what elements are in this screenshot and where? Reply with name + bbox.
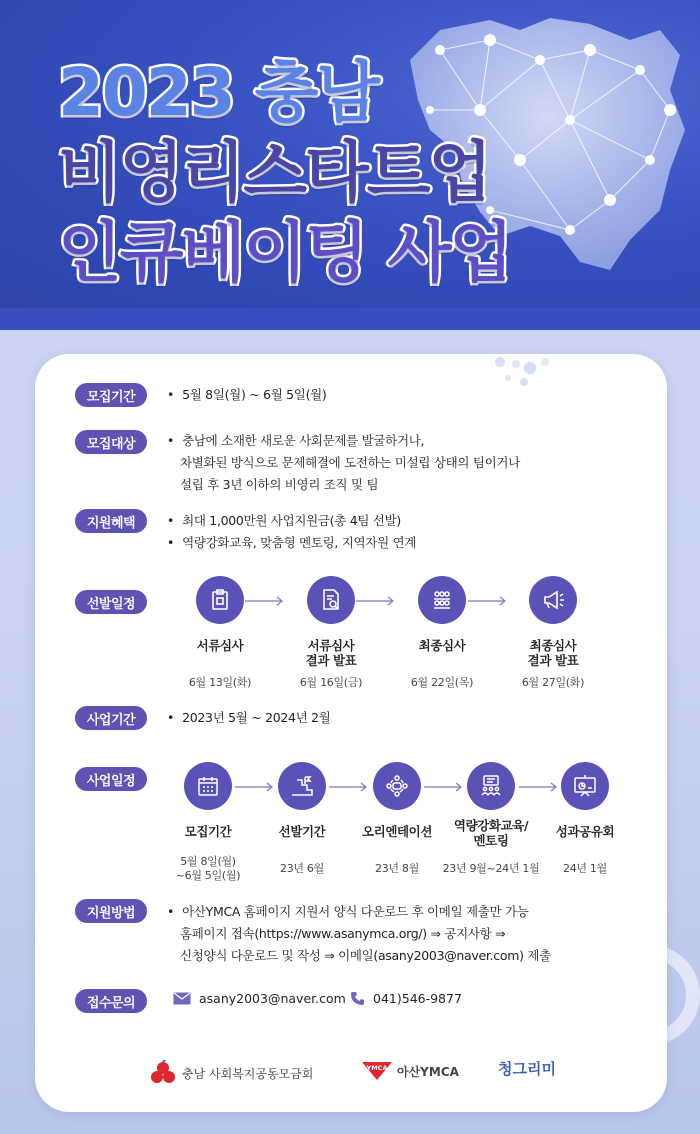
step-date: 6월 22일(목) [410,676,474,689]
target-line: • 충남에 소재한 새로운 사회문제를 발굴하거나, [167,430,520,452]
chart-board-icon [561,762,609,810]
badge-project-schedule: 사업일정 [75,767,147,791]
hero-title-year-region: 2023 충남 [58,54,379,131]
document-search-icon [307,576,355,624]
badge-contact: 접수문의 [75,989,147,1013]
decor-dots [490,354,560,394]
target-line: 설립 후 3년 이하의 비영리 조직 및 팀 [180,477,379,492]
megaphone-icon [529,576,577,624]
step-title: 최종심사 결과 발표 [527,638,579,668]
target-text [167,430,520,496]
document-folder-icon [196,576,244,624]
step-date: 23년 8월 [375,862,419,875]
contact-phone-text: 041)546-9877 [373,991,462,1006]
project-period-line: • 2023년 5월 ~ 2024년 2월 [167,707,331,729]
benefits-line: • 최대 1,000만원 사업지원금(총 4팀 선발) [167,510,416,532]
recruit-period-line: • 5월 8일(월) ~ 6월 5일(월) [167,384,327,406]
method-line: 신청양식 다운로드 및 작성 ⇒ 이메일(asany2003@naver.com) 제출 [180,948,551,963]
community-chest-logo [150,1060,313,1086]
ymca-logo-icon [362,1062,392,1080]
community-chest-name: 충남 사회복지공동모금회 [182,1066,314,1081]
step-date: 6월 13일(화) [188,676,252,689]
project-period-text [167,707,331,729]
target-line: 차별화된 방식으로 문제해결에 도전하는 미설립 상태의 팀이거나 [180,455,520,470]
asan-ymca-name: 아산YMCA [397,1064,459,1079]
badge-method: 지원방법 [75,899,147,923]
hero-title-incubating: 인큐베이팅 사업 [58,214,512,291]
step-date: 6월 16일(금) [299,676,363,689]
step-date: 23년 9월~24년 1월 [442,862,540,875]
presentation-audience-icon [467,762,515,810]
calendar-icon [184,762,232,810]
step-title: 서류심사 결과 발표 [305,638,357,668]
method-line: • 아산YMCA 홈페이지 지원서 양식 다운로드 후 이메일 제출만 가능 [167,901,551,923]
selection-step [276,576,386,690]
benefits-line: • 역량강화교육, 맞춤형 멘토링, 지역자원 연계 [167,532,416,554]
group-people-icon [418,576,466,624]
step-title: 선발기간 [278,824,326,839]
schedule-step [247,762,357,876]
three-fruits-logo-icon [150,1060,176,1086]
cheonggrimi-logo [498,1058,556,1079]
hero-title-startup: 비영리스타트업 [58,134,491,211]
step-title: 오리엔테이션 [361,824,433,839]
badge-target: 모집대상 [75,430,147,454]
badge-project-period: 사업기간 [75,706,147,730]
badge-recruit-period: 모집기간 [75,383,147,407]
step-title: 서류심사 [196,638,244,653]
selection-step [498,576,608,690]
step-date: 6월 27일(화) [521,676,585,689]
contact-phone[interactable] [350,991,462,1006]
benefits-text [167,510,416,554]
stairs-flag-icon [278,762,326,810]
hero-bottom-band [0,308,700,330]
info-card [35,354,667,1112]
step-title: 역량강화교육/ 멘토링 [453,818,529,848]
step-title: 최종심사 [418,638,466,653]
badge-selection: 선발일정 [75,590,147,614]
contact-email[interactable] [173,991,346,1006]
recruit-period-text [167,384,327,406]
selection-step [165,576,275,690]
step-date: 5월 8일(월) ~6월 5일(월) [175,855,241,882]
badge-benefits: 지원혜택 [75,509,147,533]
phone-icon [350,991,365,1006]
step-date: 24년 1월 [563,862,607,875]
method-text [167,901,551,967]
envelope-icon [173,992,191,1005]
step-date: 23년 6월 [280,862,324,875]
contact-email-text: asany2003@naver.com [199,991,346,1006]
hero-title [58,54,512,291]
method-line: 홈페이지 접속(https://www.asanymca.org/) ⇒ 공지사항 ⇒ [180,926,506,941]
asan-ymca-logo [362,1062,459,1080]
selection-step [387,576,497,690]
step-title: 성과공유회 [555,824,615,839]
ymca-mark-text: YMCA [366,1064,388,1072]
people-discussion-icon [373,762,421,810]
cheonggrimi-name: 청그리미 [498,1060,556,1078]
step-title: 모집기간 [184,824,232,839]
schedule-step [530,762,640,876]
hero-banner [0,0,700,312]
